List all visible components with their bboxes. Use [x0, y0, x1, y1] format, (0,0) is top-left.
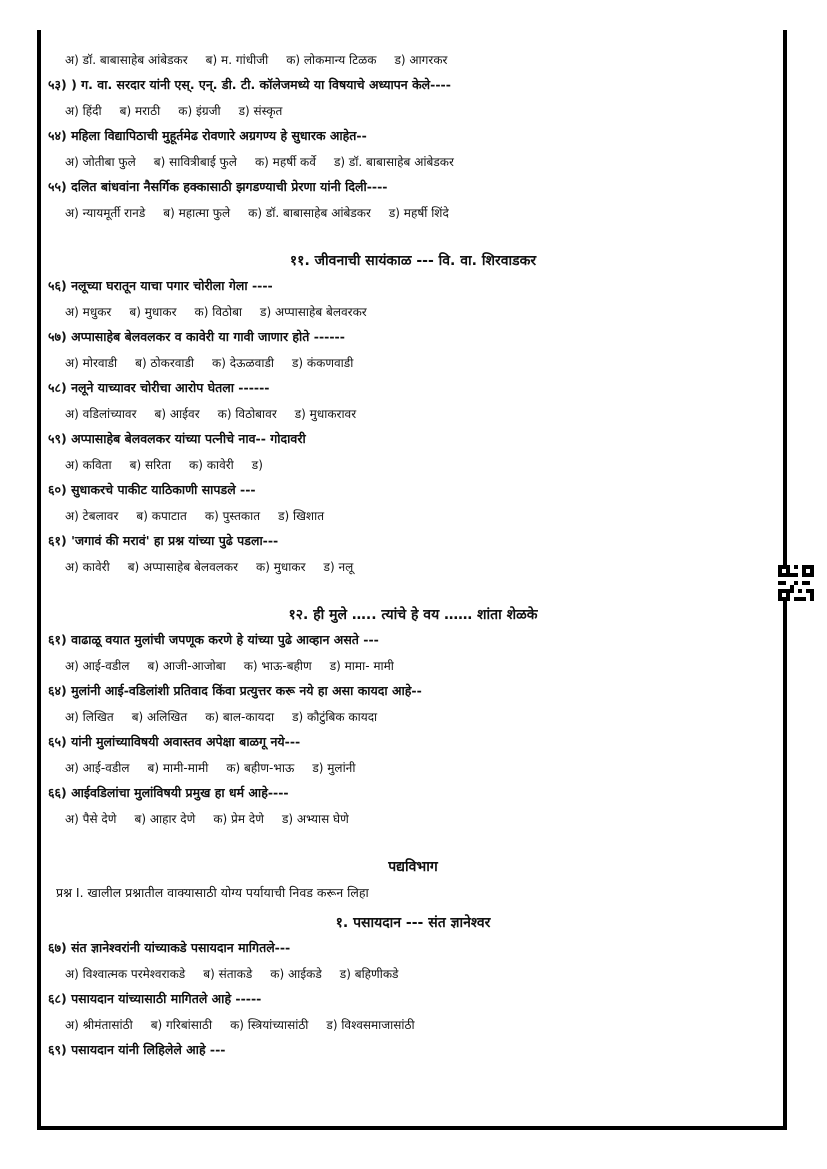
question-text: ६८) पसायदान यांच्यासाठी मागितले आहे -----	[48, 991, 262, 1006]
answer-option: ब) म. गांधीजी	[205, 53, 269, 67]
answer-option: अ) टेबलावर	[65, 509, 119, 523]
question-text: ६१) 'जगावं की मरावं' हा प्रश्न यांच्या पुढे पडला---	[48, 533, 279, 548]
question-text: ६७) संत ज्ञानेश्वरांनी यांच्याकडे पसायदान मागितले---	[48, 940, 291, 955]
answer-option: अ) कावेरी	[65, 560, 110, 574]
answer-option: क) मुधाकर	[256, 560, 306, 574]
section-heading: ११. जीवनाची सायंकाळ --- वि. वा. शिरवाडकर	[289, 253, 537, 269]
question-text: ६४) मुलांनी आई-वडिलांशी प्रतिवाद किंवा प्रत्युत्तर करू नये हा असा कायदा आहे--	[48, 683, 422, 698]
answer-option: अ) आई-वडील	[65, 659, 130, 673]
answer-option: ड) संस्कृत	[238, 104, 283, 118]
answer-options	[48, 758, 778, 783]
answer-options	[48, 203, 778, 228]
question-text: ५३) ) ग. वा. सरदार यांनी एस्. एन्. डी. टी. कॉलेजमध्ये या विषयाचे अध्यापन केले----	[48, 77, 451, 92]
section-heading: १२. ही मुले ….. त्यांचे हे वय …… शांता शेळके	[288, 607, 538, 623]
answer-option: क) भाऊ-बहीण	[243, 659, 312, 673]
answer-option: क) विठोबावर	[217, 407, 277, 421]
section-heading: १. पसायदान --- संत ज्ञानेश्वर	[335, 915, 491, 931]
answer-option: अ) डॉ. बाबासाहेब आंबेडकर	[65, 53, 188, 67]
answer-options	[48, 404, 778, 429]
answer-options	[48, 353, 778, 378]
answer-option: ब) संताकडे	[203, 967, 253, 981]
answer-option: अ) मधुकर	[65, 305, 112, 319]
answer-option: ब) गरिबांसाठी	[150, 1018, 213, 1032]
question-text: ६६) आईवडिलांचा मुलांविषयी प्रमुख हा धर्म आहे----	[48, 785, 289, 800]
answer-options	[48, 101, 778, 126]
answer-option: ड) अप्पासाहेब बेलवरकर	[260, 305, 367, 319]
answer-options	[48, 707, 778, 732]
question-text: ५७) अप्पासाहेब बेलवलकर व कावेरी या गावी जाणार होते ------	[48, 329, 345, 344]
answer-option: अ) विश्वात्मक परमेश्वराकडे	[65, 967, 186, 981]
answer-option: ब) आजी-आजोबा	[147, 659, 226, 673]
answer-option: ड) कंकणवाडी	[291, 356, 354, 370]
answer-option: अ) लिखित	[65, 710, 114, 724]
answer-option: ब) मामी-मामी	[147, 761, 209, 775]
answer-option: क) कावेरी	[189, 458, 234, 472]
answer-option: ड) बहिणीकडे	[339, 967, 399, 981]
answer-option: क) आईकडे	[270, 967, 322, 981]
answer-options	[48, 964, 778, 989]
answer-option: ड) नलू	[323, 560, 354, 574]
answer-option: ब) सावित्रीबाई फुले	[153, 155, 237, 169]
answer-option: क) लोकमान्य टिळक	[286, 53, 377, 67]
question-text: ६१) वाढाळू वयात मुलांची जपणूक करणे हे यांच्या पुढे आव्हान असते ---	[48, 632, 379, 647]
spacer	[48, 582, 778, 600]
spacer	[48, 834, 778, 852]
answer-option: ब) ठोकरवाडी	[135, 356, 195, 370]
answer-option: ड) खिशात	[278, 509, 325, 523]
answer-option: अ) जोतीबा फुले	[65, 155, 136, 169]
answer-option: क) देऊळवाडी	[212, 356, 274, 370]
section-heading: पद्यविभाग	[388, 859, 438, 875]
answer-option: अ) हिंदी	[65, 104, 102, 118]
answer-options	[48, 50, 778, 75]
answer-option: क) डॉ. बाबासाहेब आंबेडकर	[248, 206, 371, 220]
answer-options	[48, 809, 778, 834]
answer-option: क) विठोबा	[194, 305, 243, 319]
answer-options	[48, 152, 778, 177]
answer-option: ब) महात्मा फुले	[163, 206, 231, 220]
answer-option: ड) मामा- मामी	[329, 659, 394, 673]
answer-option: अ) कविता	[65, 458, 112, 472]
answer-option: अ) मोरवाडी	[65, 356, 118, 370]
answer-options	[48, 656, 778, 681]
answer-option: ड)	[251, 458, 263, 472]
qr-code-icon	[778, 565, 814, 601]
answer-option: ब) कपाटात	[136, 509, 187, 523]
question-text: ५४) महिला विद्यापिठाची मुहूर्तमेढ रोवणारे अग्रगण्य हे सुधारक आहेत--	[48, 128, 367, 143]
answer-option: अ) न्यायमूर्ती रानडे	[65, 206, 146, 220]
answer-option: ड) अभ्यास घेणे	[281, 812, 349, 826]
question-text: ५९) अप्पासाहेब बेलवलकर यांच्या पत्नीचे नाव-- गोदावरी	[48, 431, 306, 446]
spacer	[48, 228, 778, 246]
question-text: ५८) नलूने याच्यावर चोरीचा आरोप घेतला ------	[48, 380, 270, 395]
question-text: ६९) पसायदान यांनी लिहिलेले आहे ---	[48, 1042, 226, 1057]
question-sheet	[48, 50, 778, 1066]
answer-option: क) महर्षी कर्वे	[254, 155, 316, 169]
answer-options	[48, 302, 778, 327]
answer-option: ब) मराठी	[119, 104, 161, 118]
answer-option: ब) सरिता	[129, 458, 172, 472]
answer-option: ड) महर्षी शिंदे	[388, 206, 449, 220]
answer-option: ब) आहार देणे	[134, 812, 196, 826]
answer-option: अ) वडिलांच्यावर	[65, 407, 137, 421]
answer-options	[48, 506, 778, 531]
answer-option: अ) श्रीमंतासांठी	[65, 1018, 133, 1032]
answer-options	[48, 1015, 778, 1040]
question-text: ५६) नलूच्या घरातून याचा पगार चोरीला गेला ----	[48, 278, 273, 293]
answer-options	[48, 455, 778, 480]
answer-options	[48, 557, 778, 582]
answer-option: क) स्त्रियांच्यासांठी	[230, 1018, 309, 1032]
question-text: ५५) दलित बांधवांना नैसर्गिक हक्कासाठी झगडण्याची प्रेरणा यांनी दिली----	[48, 179, 388, 194]
instruction-text: प्रश्न I. खालील प्रश्नातील वाक्यासाठी योग्य पर्यायाची निवड करून लिहा	[56, 885, 369, 900]
answer-option: क) प्रेम देणे	[213, 812, 264, 826]
answer-option: क) पुस्तकात	[204, 509, 261, 523]
answer-option: अ) पैसे देणे	[65, 812, 117, 826]
answer-option: ड) कौटुंबिक कायदा	[292, 710, 378, 724]
question-text: ६५) यांनी मुलांच्याविषयी अवास्तव अपेक्षा बाळगू नये---	[48, 734, 301, 749]
answer-option: क) इंग्रजी	[178, 104, 221, 118]
answer-option: ड) मुलांनी	[312, 761, 356, 775]
answer-option: ब) अलिखित	[131, 710, 188, 724]
answer-option: ब) अप्पासाहेब बेलवलकर	[127, 560, 239, 574]
answer-option: ड) मुधाकरावर	[294, 407, 357, 421]
answer-option: क) बहीण-भाऊ	[226, 761, 295, 775]
question-text: ६०) सुधाकरचे पाकीट याठिकाणी सापडले ---	[48, 482, 256, 497]
answer-option: ब) आईवर	[154, 407, 200, 421]
answer-option: ड) विश्वसमाजासांठी	[326, 1018, 415, 1032]
answer-option: ड) आगरकर	[394, 53, 448, 67]
answer-option: अ) आई-वडील	[65, 761, 130, 775]
answer-option: ड) डॉ. बाबासाहेब आंबेडकर	[333, 155, 454, 169]
answer-option: क) बाल-कायदा	[205, 710, 275, 724]
answer-option: ब) मुधाकर	[129, 305, 177, 319]
